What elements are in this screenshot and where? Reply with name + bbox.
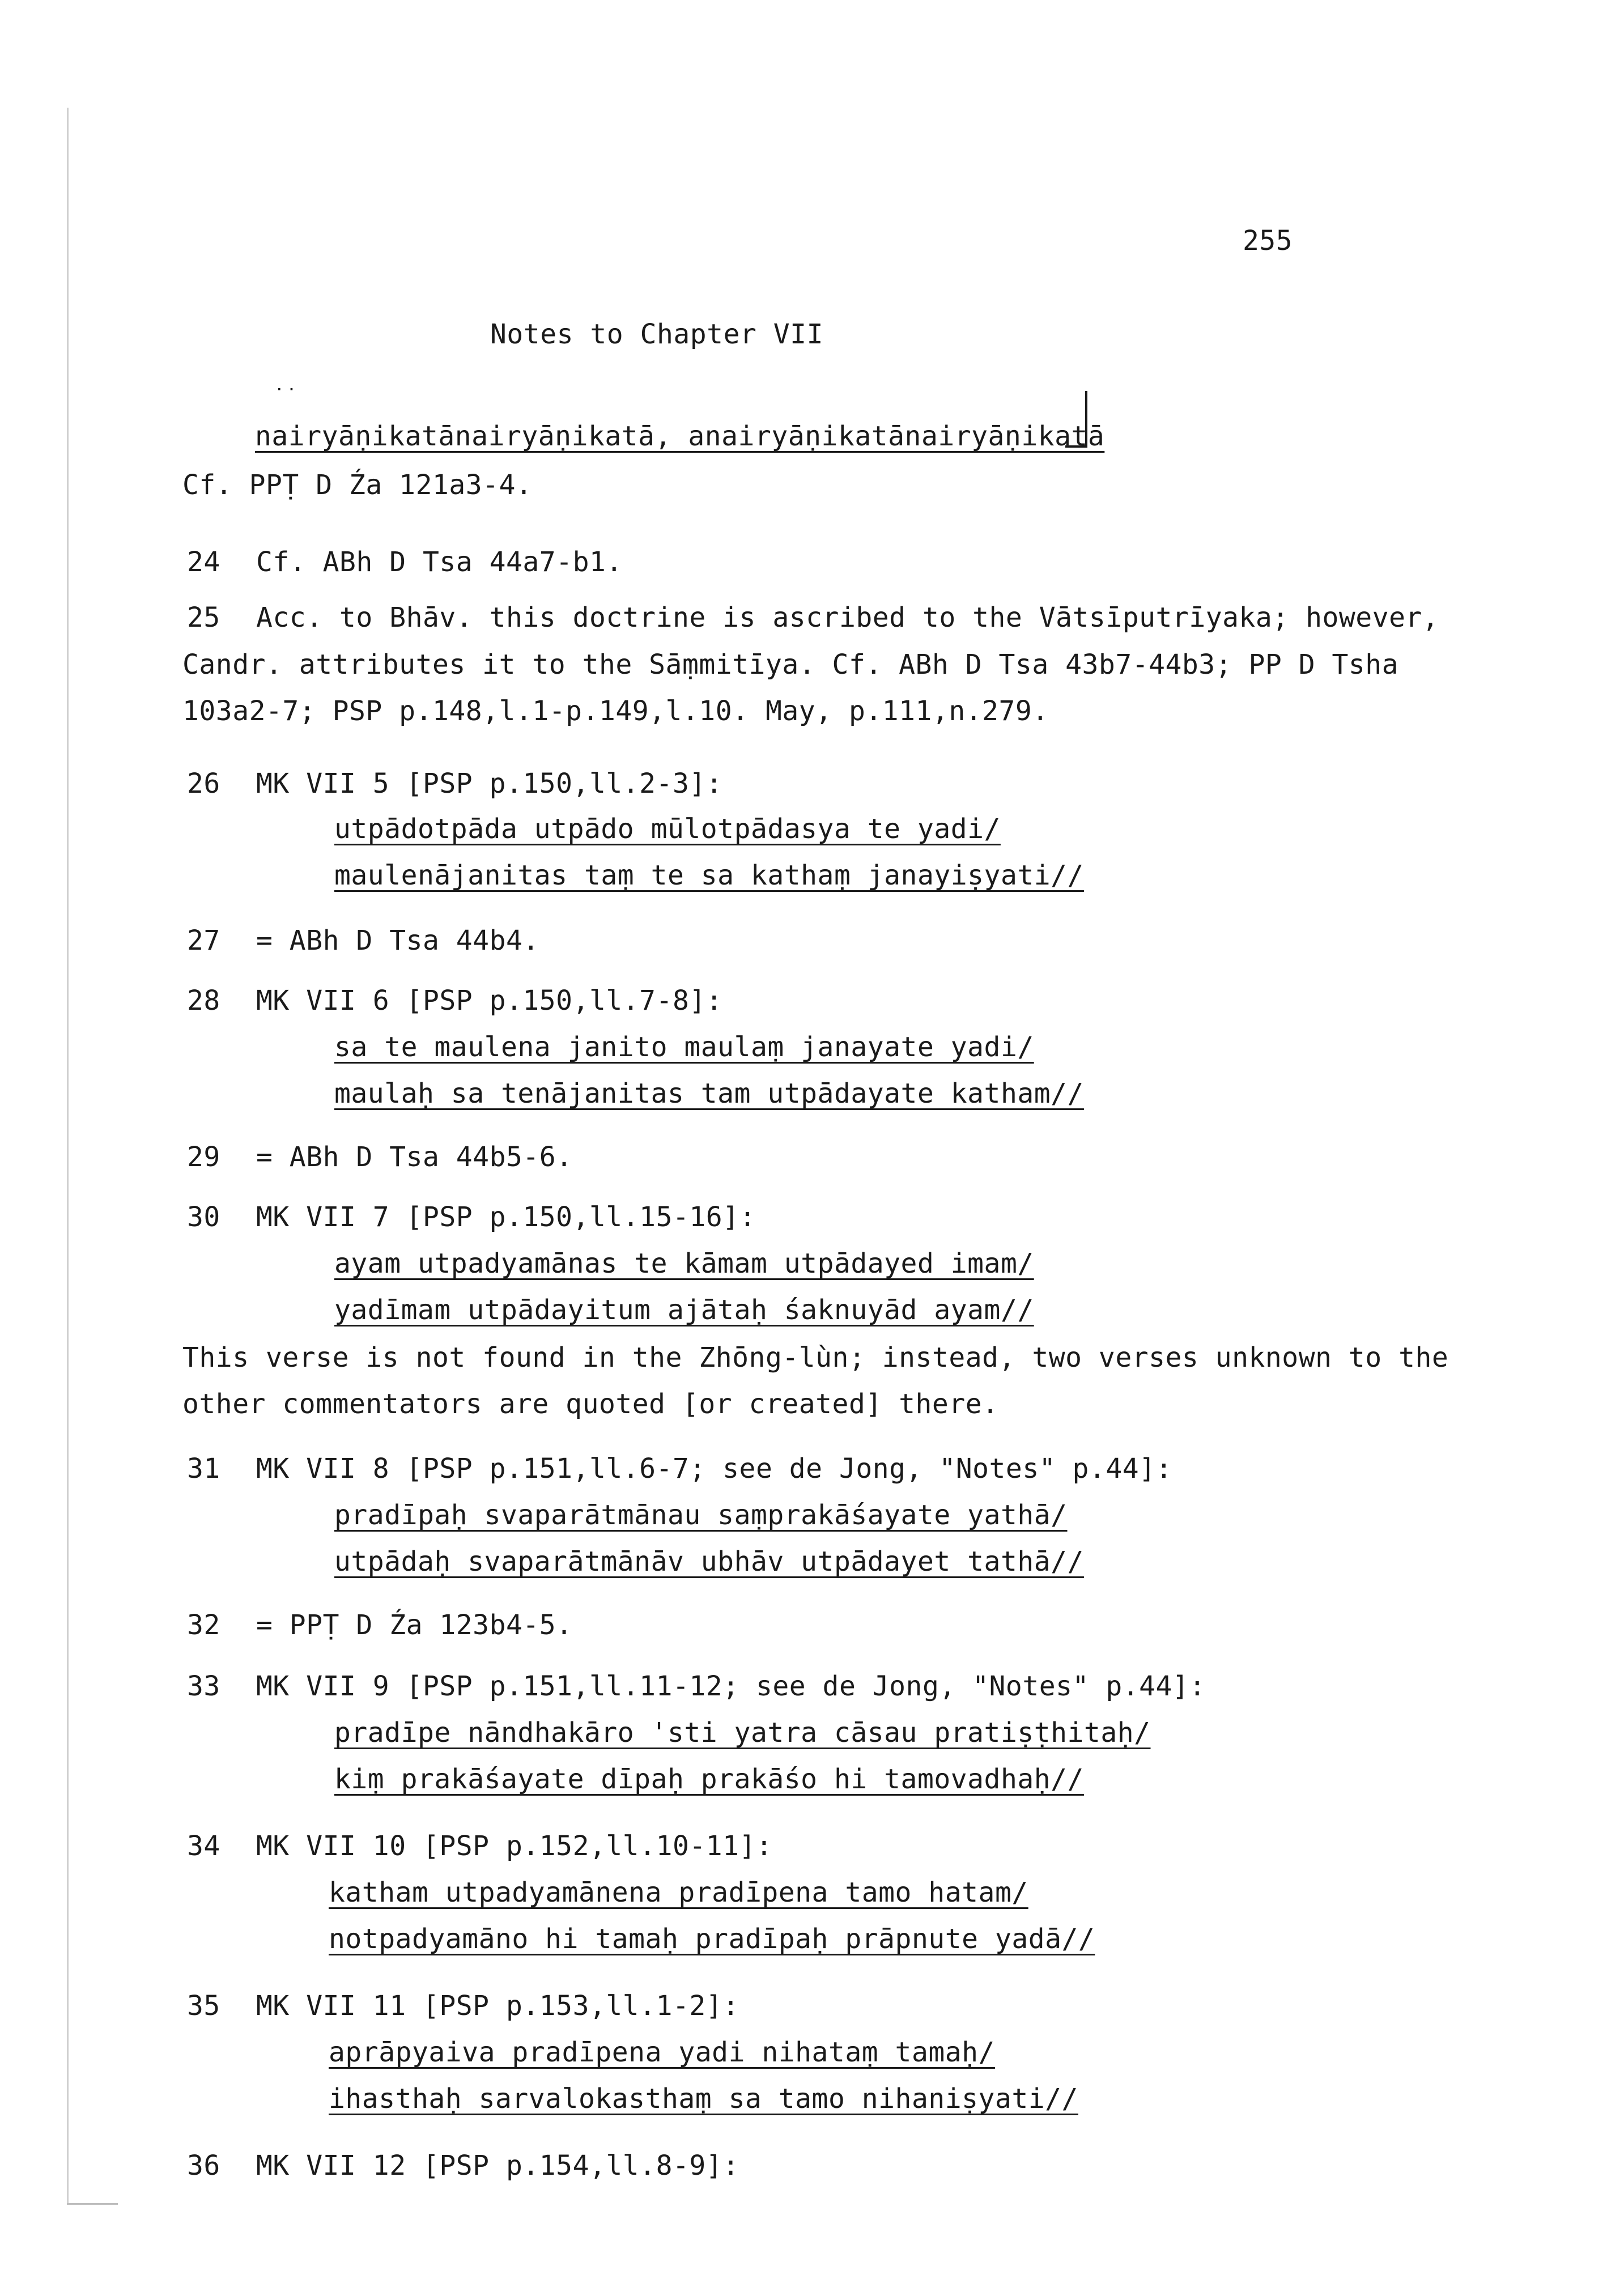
note-30-verse-1: ayam utpadyamānas te kāmam utpādayed imam/ (334, 1248, 1034, 1279)
note-25-line-3: 103a2-7; PSP p.148,l.1-p.149,l.10. May, p.111,n.279. (182, 695, 1049, 727)
note-28-verse-1: sa te maulena janito maulaṃ janayate yadi/ (334, 1031, 1034, 1063)
page-number: 255 (1243, 225, 1293, 257)
note-34-verse-1: katham utpadyamānena pradīpena tamo hatam/ (329, 1877, 1028, 1908)
margin-foot-rule (67, 2203, 118, 2205)
diacritic-marks: ˙˙ (273, 385, 298, 409)
note-31-verse-1: pradīpaḥ svaparātmānau saṃprakāśayate yathā/ (334, 1499, 1068, 1531)
note-number: 30 (187, 1201, 220, 1233)
note-36-reference: MK VII 12 [PSP p.154,ll.8-9]: (256, 2150, 739, 2182)
note-30-comment-1: This verse is not found in the Zhōng-lùn; instead, two verses unknown to the (182, 1342, 1449, 1374)
left-margin-rule (67, 108, 69, 2204)
note-number: 35 (187, 1990, 220, 2022)
note-24-text: Cf. ABh D Tsa 44a7-b1. (256, 546, 623, 578)
continued-verse: nairyāṇikatānairyāṇikatā, anairyāṇikatānairyāṇikatā (255, 420, 1105, 452)
note-30-comment-2: other commentators are quoted [or created] there. (182, 1388, 999, 1420)
note-number: 27 (187, 925, 220, 956)
note-number: 24 (187, 546, 220, 578)
note-31-reference: MK VII 8 [PSP p.151,ll.6-7; see de Jong, "Notes" p.44]: (256, 1453, 1172, 1485)
note-number: 29 (187, 1141, 220, 1173)
note-number: 25 (187, 602, 220, 633)
note-29-text: = ABh D Tsa 44b5-6. (256, 1141, 573, 1173)
note-number: 28 (187, 985, 220, 1017)
note-32-text: = PPṬ D Źa 123b4-5. (256, 1609, 573, 1641)
note-26-verse-1: utpādotpāda utpādo mūlotpādasya te yadi/ (334, 813, 1001, 845)
note-number: 36 (187, 2150, 220, 2182)
note-27-text: = ABh D Tsa 44b4. (256, 925, 539, 956)
note-number: 26 (187, 768, 220, 800)
note-25-line-2: Candr. attributes it to the Sāṃmitīya. Cf. ABh D Tsa 43b7-44b3; PP D Tsha (182, 649, 1399, 681)
note-35-verse-2: ihasthaḥ sarvalokasthaṃ sa tamo nihaniṣyati// (329, 2083, 1078, 2115)
note-35-reference: MK VII 11 [PSP p.153,ll.1-2]: (256, 1990, 739, 2022)
note-26-reference: MK VII 5 [PSP p.150,ll.2-3]: (256, 768, 723, 800)
note-33-verse-1: pradīpe nāndhakāro 'sti yatra cāsau pratiṣṭhitaḥ/ (334, 1717, 1151, 1749)
note-30-verse-2: yadīmam utpādayitum ajātaḥ śaknuyād ayam// (334, 1294, 1034, 1326)
note-33-reference: MK VII 9 [PSP p.151,ll.11-12; see de Jong, "Notes" p.44]: (256, 1670, 1206, 1702)
note-25-line-1: Acc. to Bhāv. this doctrine is ascribed to the Vātsīputrīyaka; however, (256, 602, 1439, 633)
note-28-reference: MK VII 6 [PSP p.150,ll.7-8]: (256, 985, 723, 1017)
note-33-verse-2: kiṃ prakāśayate dīpaḥ prakāśo hi tamovadhaḥ// (334, 1763, 1084, 1795)
note-34-verse-2: notpadyamāno hi tamaḥ pradīpaḥ prāpnute yadā// (329, 1923, 1095, 1955)
note-34-reference: MK VII 10 [PSP p.152,ll.10-11]: (256, 1830, 773, 1862)
note-number: 32 (187, 1609, 220, 1641)
note-31-verse-2: utpādaḥ svaparātmānāv ubhāv utpādayet tathā// (334, 1546, 1084, 1578)
note-35-verse-1: aprāpyaiva pradīpena yadi nihataṃ tamaḥ/ (329, 2036, 995, 2068)
note-28-verse-2: maulaḥ sa tenājanitas tam utpādayate katham// (334, 1078, 1084, 1109)
note-number: 31 (187, 1453, 220, 1485)
page-title: Notes to Chapter VII (490, 318, 823, 350)
note-30-reference: MK VII 7 [PSP p.150,ll.15-16]: (256, 1201, 756, 1233)
note-number: 34 (187, 1830, 220, 1862)
note-number: 33 (187, 1670, 220, 1702)
continued-cf: Cf. PPṬ D Źa 121a3-4. (182, 469, 533, 501)
note-26-verse-2: maulenājanitas taṃ te sa kathaṃ janayiṣyati// (334, 860, 1084, 891)
